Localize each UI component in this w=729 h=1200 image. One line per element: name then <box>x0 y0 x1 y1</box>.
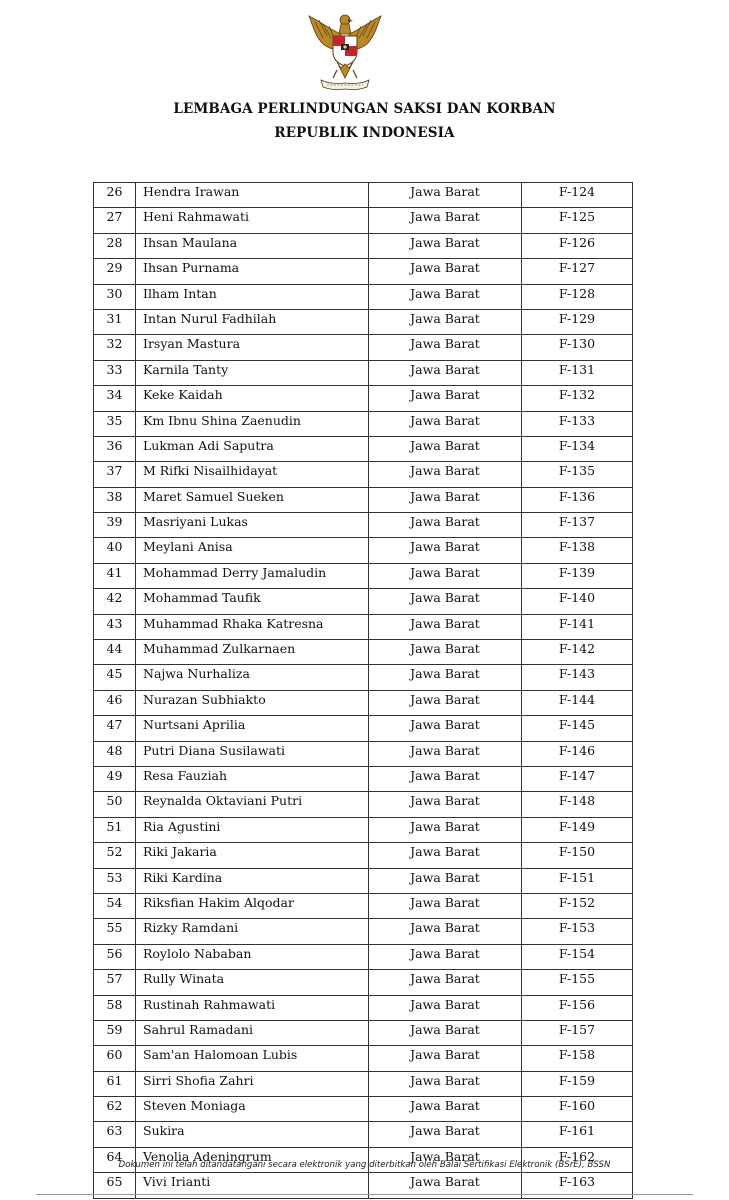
row-province-cell: Jawa Barat <box>369 919 522 944</box>
row-name-cell: Mohammad Taufik <box>136 589 369 614</box>
row-number-cell: 30 <box>94 284 136 309</box>
row-code-cell: F-127 <box>522 259 633 284</box>
row-number-cell: 44 <box>94 640 136 665</box>
row-name-cell: Sam'an Halomoan Lubis <box>136 1046 369 1071</box>
row-name-cell: Ria Agustini <box>136 817 369 842</box>
row-code-cell: F-162 <box>522 1147 633 1172</box>
row-name-cell: Meylani Anisa <box>136 538 369 563</box>
row-number-cell: 45 <box>94 665 136 690</box>
row-name-cell: Keke Kaidah <box>136 386 369 411</box>
row-province-cell: Jawa Barat <box>369 1173 522 1198</box>
row-code-cell: F-149 <box>522 817 633 842</box>
row-number-cell: 49 <box>94 766 136 791</box>
row-name-cell: Riki Jakaria <box>136 843 369 868</box>
row-province-cell: Jawa Barat <box>369 208 522 233</box>
row-number-cell: 38 <box>94 487 136 512</box>
row-province-cell: Jawa Barat <box>369 817 522 842</box>
table-row <box>94 919 633 944</box>
row-name-cell: Nurtsani Aprilia <box>136 716 369 741</box>
row-code-cell: F-150 <box>522 843 633 868</box>
table-row <box>94 538 633 563</box>
row-code-cell: F-142 <box>522 640 633 665</box>
row-province-cell: Jawa Barat <box>369 360 522 385</box>
row-province-cell: Jawa Barat <box>369 411 522 436</box>
table-row <box>94 436 633 461</box>
row-province-cell: Jawa Barat <box>369 589 522 614</box>
row-name-cell: Intan Nurul Fadhilah <box>136 309 369 334</box>
row-province-cell: Jawa Barat <box>369 766 522 791</box>
row-province-cell: Jawa Barat <box>369 1020 522 1045</box>
row-province-cell: Jawa Barat <box>369 386 522 411</box>
row-name-cell: Roylolo Nababan <box>136 944 369 969</box>
table-row <box>94 513 633 538</box>
row-code-cell: F-146 <box>522 741 633 766</box>
table-row <box>94 335 633 360</box>
row-name-cell: Hendra Irawan <box>136 183 369 208</box>
row-province-cell: Jawa Barat <box>369 462 522 487</box>
row-code-cell: F-128 <box>522 284 633 309</box>
row-number-cell: 61 <box>94 1071 136 1096</box>
row-number-cell: 56 <box>94 944 136 969</box>
row-province-cell: Jawa Barat <box>369 792 522 817</box>
row-number-cell: 52 <box>94 843 136 868</box>
row-number-cell: 40 <box>94 538 136 563</box>
row-code-cell: F-137 <box>522 513 633 538</box>
row-name-cell: Najwa Nurhaliza <box>136 665 369 690</box>
table-row <box>94 817 633 842</box>
row-code-cell: F-125 <box>522 208 633 233</box>
table-row <box>94 183 633 208</box>
table-row <box>94 1046 633 1071</box>
row-name-cell: Sirri Shofia Zahri <box>136 1071 369 1096</box>
row-code-cell: F-155 <box>522 970 633 995</box>
row-code-cell: F-139 <box>522 563 633 588</box>
row-number-cell: 33 <box>94 360 136 385</box>
row-number-cell: 62 <box>94 1097 136 1122</box>
row-name-cell: Lukman Adi Saputra <box>136 436 369 461</box>
table-row <box>94 995 633 1020</box>
row-name-cell: Vivi Irianti <box>136 1173 369 1198</box>
row-province-cell: Jawa Barat <box>369 665 522 690</box>
row-name-cell: Reynalda Oktaviani Putri <box>136 792 369 817</box>
row-code-cell: F-158 <box>522 1046 633 1071</box>
row-number-cell: 34 <box>94 386 136 411</box>
row-province-cell: Jawa Barat <box>369 563 522 588</box>
table-row <box>94 1071 633 1096</box>
row-province-cell: Jawa Barat <box>369 284 522 309</box>
row-province-cell: Jawa Barat <box>369 640 522 665</box>
row-number-cell: 39 <box>94 513 136 538</box>
row-number-cell: 31 <box>94 309 136 334</box>
row-code-cell: F-159 <box>522 1071 633 1096</box>
table-row <box>94 741 633 766</box>
org-name-line-1: LEMBAGA PERLINDUNGAN SAKSI DAN KORBAN <box>173 101 556 117</box>
row-code-cell: F-154 <box>522 944 633 969</box>
row-province-cell: Jawa Barat <box>369 538 522 563</box>
table-row <box>94 640 633 665</box>
row-code-cell: F-160 <box>522 1097 633 1122</box>
row-name-cell: Karnila Tanty <box>136 360 369 385</box>
table-row <box>94 716 633 741</box>
table-row <box>94 487 633 512</box>
row-name-cell: Rustinah Rahmawati <box>136 995 369 1020</box>
row-province-cell: Jawa Barat <box>369 487 522 512</box>
row-number-cell: 65 <box>94 1173 136 1198</box>
row-name-cell: Riksfian Hakim Alqodar <box>136 893 369 918</box>
row-code-cell: F-143 <box>522 665 633 690</box>
row-name-cell: Masriyani Lukas <box>136 513 369 538</box>
row-name-cell: Mohammad Derry Jamaludin <box>136 563 369 588</box>
esignature-footer-note: Dokumen ini telah ditandatangani secara elektronik yang diterbitkan oleh Balai Sertifikasi Elektronik (BSrE), BSSN <box>118 1160 611 1170</box>
row-code-cell: F-126 <box>522 233 633 258</box>
table-row <box>94 233 633 258</box>
row-code-cell: F-138 <box>522 538 633 563</box>
row-number-cell: 57 <box>94 970 136 995</box>
row-province-cell: Jawa Barat <box>369 183 522 208</box>
row-number-cell: 54 <box>94 893 136 918</box>
row-name-cell: Rully Winata <box>136 970 369 995</box>
row-province-cell: Jawa Barat <box>369 513 522 538</box>
row-name-cell: M Rifki Nisailhidayat <box>136 462 369 487</box>
row-name-cell: Rizky Ramdani <box>136 919 369 944</box>
row-number-cell: 53 <box>94 868 136 893</box>
row-name-cell: Ihsan Purnama <box>136 259 369 284</box>
row-number-cell: 27 <box>94 208 136 233</box>
row-number-cell: 43 <box>94 614 136 639</box>
table-row <box>94 766 633 791</box>
row-code-cell: F-133 <box>522 411 633 436</box>
table-row <box>94 563 633 588</box>
row-province-cell: Jawa Barat <box>369 716 522 741</box>
table-row <box>94 944 633 969</box>
row-name-cell: Muhammad Rhaka Katresna <box>136 614 369 639</box>
row-code-cell: F-124 <box>522 183 633 208</box>
row-number-cell: 47 <box>94 716 136 741</box>
table-row <box>94 970 633 995</box>
table-row <box>94 208 633 233</box>
row-province-cell: Jawa Barat <box>369 1046 522 1071</box>
row-name-cell: Resa Fauziah <box>136 766 369 791</box>
table-row <box>94 462 633 487</box>
row-code-cell: F-144 <box>522 690 633 715</box>
row-code-cell: F-148 <box>522 792 633 817</box>
row-number-cell: 51 <box>94 817 136 842</box>
row-name-cell: Ilham Intan <box>136 284 369 309</box>
row-province-cell: Jawa Barat <box>369 970 522 995</box>
row-name-cell: Maret Samuel Sueken <box>136 487 369 512</box>
row-number-cell: 60 <box>94 1046 136 1071</box>
row-province-cell: Jawa Barat <box>369 259 522 284</box>
row-number-cell: 26 <box>94 183 136 208</box>
row-province-cell: Jawa Barat <box>369 614 522 639</box>
row-code-cell: F-153 <box>522 919 633 944</box>
row-name-cell: Riki Kardina <box>136 868 369 893</box>
row-name-cell: Venolia Adeningrum <box>136 1147 369 1172</box>
row-number-cell: 48 <box>94 741 136 766</box>
row-code-cell: F-161 <box>522 1122 633 1147</box>
row-number-cell: 64 <box>94 1147 136 1172</box>
row-name-cell: Muhammad Zulkarnaen <box>136 640 369 665</box>
row-code-cell: F-157 <box>522 1020 633 1045</box>
roster-table-body <box>94 183 633 1199</box>
row-number-cell: 35 <box>94 411 136 436</box>
row-number-cell: 46 <box>94 690 136 715</box>
row-province-cell: Jawa Barat <box>369 233 522 258</box>
row-number-cell: 29 <box>94 259 136 284</box>
row-code-cell: F-129 <box>522 309 633 334</box>
row-number-cell: 41 <box>94 563 136 588</box>
row-code-cell: F-131 <box>522 360 633 385</box>
row-code-cell: F-130 <box>522 335 633 360</box>
table-row <box>94 690 633 715</box>
row-code-cell: F-135 <box>522 462 633 487</box>
table-row <box>94 614 633 639</box>
table-row <box>94 893 633 918</box>
table-row <box>94 411 633 436</box>
row-name-cell: Irsyan Mastura <box>136 335 369 360</box>
table-row <box>94 1020 633 1045</box>
row-code-cell: F-145 <box>522 716 633 741</box>
row-province-cell: Jawa Barat <box>369 995 522 1020</box>
table-row <box>94 665 633 690</box>
row-number-cell: 42 <box>94 589 136 614</box>
row-number-cell: 32 <box>94 335 136 360</box>
row-code-cell: F-132 <box>522 386 633 411</box>
table-row <box>94 868 633 893</box>
row-name-cell: Nurazan Subhiakto <box>136 690 369 715</box>
row-code-cell: F-134 <box>522 436 633 461</box>
row-name-cell: Heni Rahmawati <box>136 208 369 233</box>
table-row <box>94 386 633 411</box>
row-province-cell: Jawa Barat <box>369 893 522 918</box>
row-province-cell: Jawa Barat <box>369 843 522 868</box>
row-province-cell: Jawa Barat <box>369 436 522 461</box>
row-number-cell: 28 <box>94 233 136 258</box>
row-code-cell: F-156 <box>522 995 633 1020</box>
row-name-cell: Km Ibnu Shina Zaenudin <box>136 411 369 436</box>
row-province-cell: Jawa Barat <box>369 1122 522 1147</box>
row-province-cell: Jawa Barat <box>369 1147 522 1172</box>
row-name-cell: Ihsan Maulana <box>136 233 369 258</box>
row-code-cell: F-147 <box>522 766 633 791</box>
row-number-cell: 63 <box>94 1122 136 1147</box>
row-number-cell: 55 <box>94 919 136 944</box>
table-row <box>94 284 633 309</box>
table-row <box>94 360 633 385</box>
row-code-cell: F-136 <box>522 487 633 512</box>
row-name-cell: Putri Diana Susilawati <box>136 741 369 766</box>
table-row <box>94 309 633 334</box>
footer-divider <box>36 1194 693 1195</box>
row-number-cell: 58 <box>94 995 136 1020</box>
row-name-cell: Sahrul Ramadani <box>136 1020 369 1045</box>
table-row <box>94 589 633 614</box>
row-province-cell: Jawa Barat <box>369 944 522 969</box>
table-row <box>94 1097 633 1122</box>
row-province-cell: Jawa Barat <box>369 690 522 715</box>
garuda-emblem-icon <box>303 12 387 96</box>
row-code-cell: F-163 <box>522 1173 633 1198</box>
row-name-cell: Sukira <box>136 1122 369 1147</box>
row-province-cell: Jawa Barat <box>369 309 522 334</box>
row-code-cell: F-152 <box>522 893 633 918</box>
row-number-cell: 37 <box>94 462 136 487</box>
row-name-cell: Steven Moniaga <box>136 1097 369 1122</box>
row-code-cell: F-151 <box>522 868 633 893</box>
row-number-cell: 36 <box>94 436 136 461</box>
row-code-cell: F-141 <box>522 614 633 639</box>
row-number-cell: 59 <box>94 1020 136 1045</box>
table-row <box>94 792 633 817</box>
table-row <box>94 1122 633 1147</box>
row-number-cell: 50 <box>94 792 136 817</box>
row-province-cell: Jawa Barat <box>369 741 522 766</box>
table-row <box>94 843 633 868</box>
roster-table <box>93 182 633 1199</box>
table-row <box>94 259 633 284</box>
row-code-cell: F-140 <box>522 589 633 614</box>
row-province-cell: Jawa Barat <box>369 335 522 360</box>
org-name-line-2: REPUBLIK INDONESIA <box>274 125 455 141</box>
row-province-cell: Jawa Barat <box>369 868 522 893</box>
row-province-cell: Jawa Barat <box>369 1097 522 1122</box>
row-province-cell: Jawa Barat <box>369 1071 522 1096</box>
